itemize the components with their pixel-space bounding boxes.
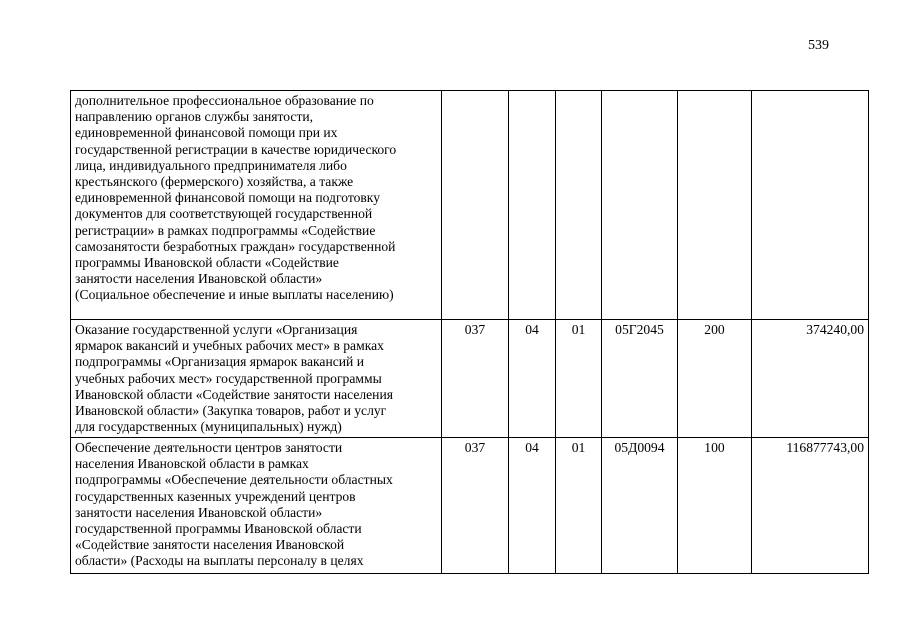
description-line: единовременной финансовой помощи при их xyxy=(75,125,338,141)
description-line: области» (Расходы на выплаты персоналу в целях xyxy=(75,553,364,569)
expense-type-cell xyxy=(678,91,752,320)
description-line: подпрограммы «Организация ярмарок вакансий и xyxy=(75,354,364,370)
target-article-cell: 05Д0094 xyxy=(602,438,678,574)
section-code-cell: 04 xyxy=(509,320,556,438)
description-line: учебных рабочих мест» государственной программы xyxy=(75,370,382,386)
description-line: программы Ивановской области «Содействие xyxy=(75,255,339,271)
description-line: Ивановской области» (Закупка товаров, работ и услуг xyxy=(75,403,387,419)
description-line: Оказание государственной услуги «Организация xyxy=(75,322,358,337)
description-cell xyxy=(71,91,442,320)
section-code-cell xyxy=(509,91,556,320)
description-line: ярмарок вакансий и учебных рабочих мест» в рамках xyxy=(75,338,384,354)
target-article-cell xyxy=(602,91,678,320)
target-article-cell: 05Г2045 xyxy=(602,320,678,438)
description-line: государственной регистрации в качестве юридического xyxy=(75,141,397,157)
amount-cell: 116877743,00 xyxy=(752,438,869,574)
description-line: единовременной финансовой помощи на подготовку xyxy=(75,190,381,206)
ministry-code-cell xyxy=(442,91,509,320)
description-line: государственных казенных учреждений центров xyxy=(75,488,356,504)
expense-type-cell: 100 xyxy=(678,438,752,574)
table-row xyxy=(71,320,869,438)
table-row xyxy=(71,91,869,320)
ministry-code-cell: 037 xyxy=(442,438,509,574)
description-line: Обеспечение деятельности центров занятости xyxy=(75,440,343,455)
subsection-code-cell: 01 xyxy=(556,320,602,438)
description-line: населения Ивановской области в рамках xyxy=(75,456,309,472)
description-line: самозанятости безработных граждан» государственной xyxy=(75,238,396,254)
ministry-code-cell: 037 xyxy=(442,320,509,438)
description-line: регистрации» в рамках подпрограммы «Содействие xyxy=(75,222,376,238)
description-line: направлению органов службы занятости, xyxy=(75,109,314,125)
description-cell xyxy=(71,438,442,574)
description-line: крестьянского (фермерского) хозяйства, а также xyxy=(75,174,354,190)
description-line: для государственных (муниципальных) нужд) xyxy=(75,419,342,435)
description-line: занятости населения Ивановской области» xyxy=(75,271,323,287)
page-number: 539 xyxy=(808,38,829,53)
amount-cell xyxy=(752,91,869,320)
expense-type-cell: 200 xyxy=(678,320,752,438)
budget-table xyxy=(70,90,869,574)
subsection-code-cell: 01 xyxy=(556,438,602,574)
table-row xyxy=(71,438,869,574)
amount-cell: 374240,00 xyxy=(752,320,869,438)
section-code-cell: 04 xyxy=(509,438,556,574)
description-line: подпрограммы «Обеспечение деятельности областных xyxy=(75,472,393,488)
description-line: дополнительное профессиональное образование по xyxy=(75,93,374,108)
subsection-code-cell xyxy=(556,91,602,320)
description-line: (Социальное обеспечение и иные выплаты населению) xyxy=(75,287,394,303)
description-line: занятости населения Ивановской области» xyxy=(75,504,323,520)
description-line: государственной программы Ивановской области xyxy=(75,521,362,537)
description-line: лица, индивидуального предпринимателя либо xyxy=(75,157,347,173)
description-line: Ивановской области «Содействие занятости населения xyxy=(75,386,393,402)
description-cell xyxy=(71,320,442,438)
description-line: документов для соответствующей государственной xyxy=(75,206,373,222)
description-line: «Содействие занятости населения Ивановской xyxy=(75,537,345,553)
